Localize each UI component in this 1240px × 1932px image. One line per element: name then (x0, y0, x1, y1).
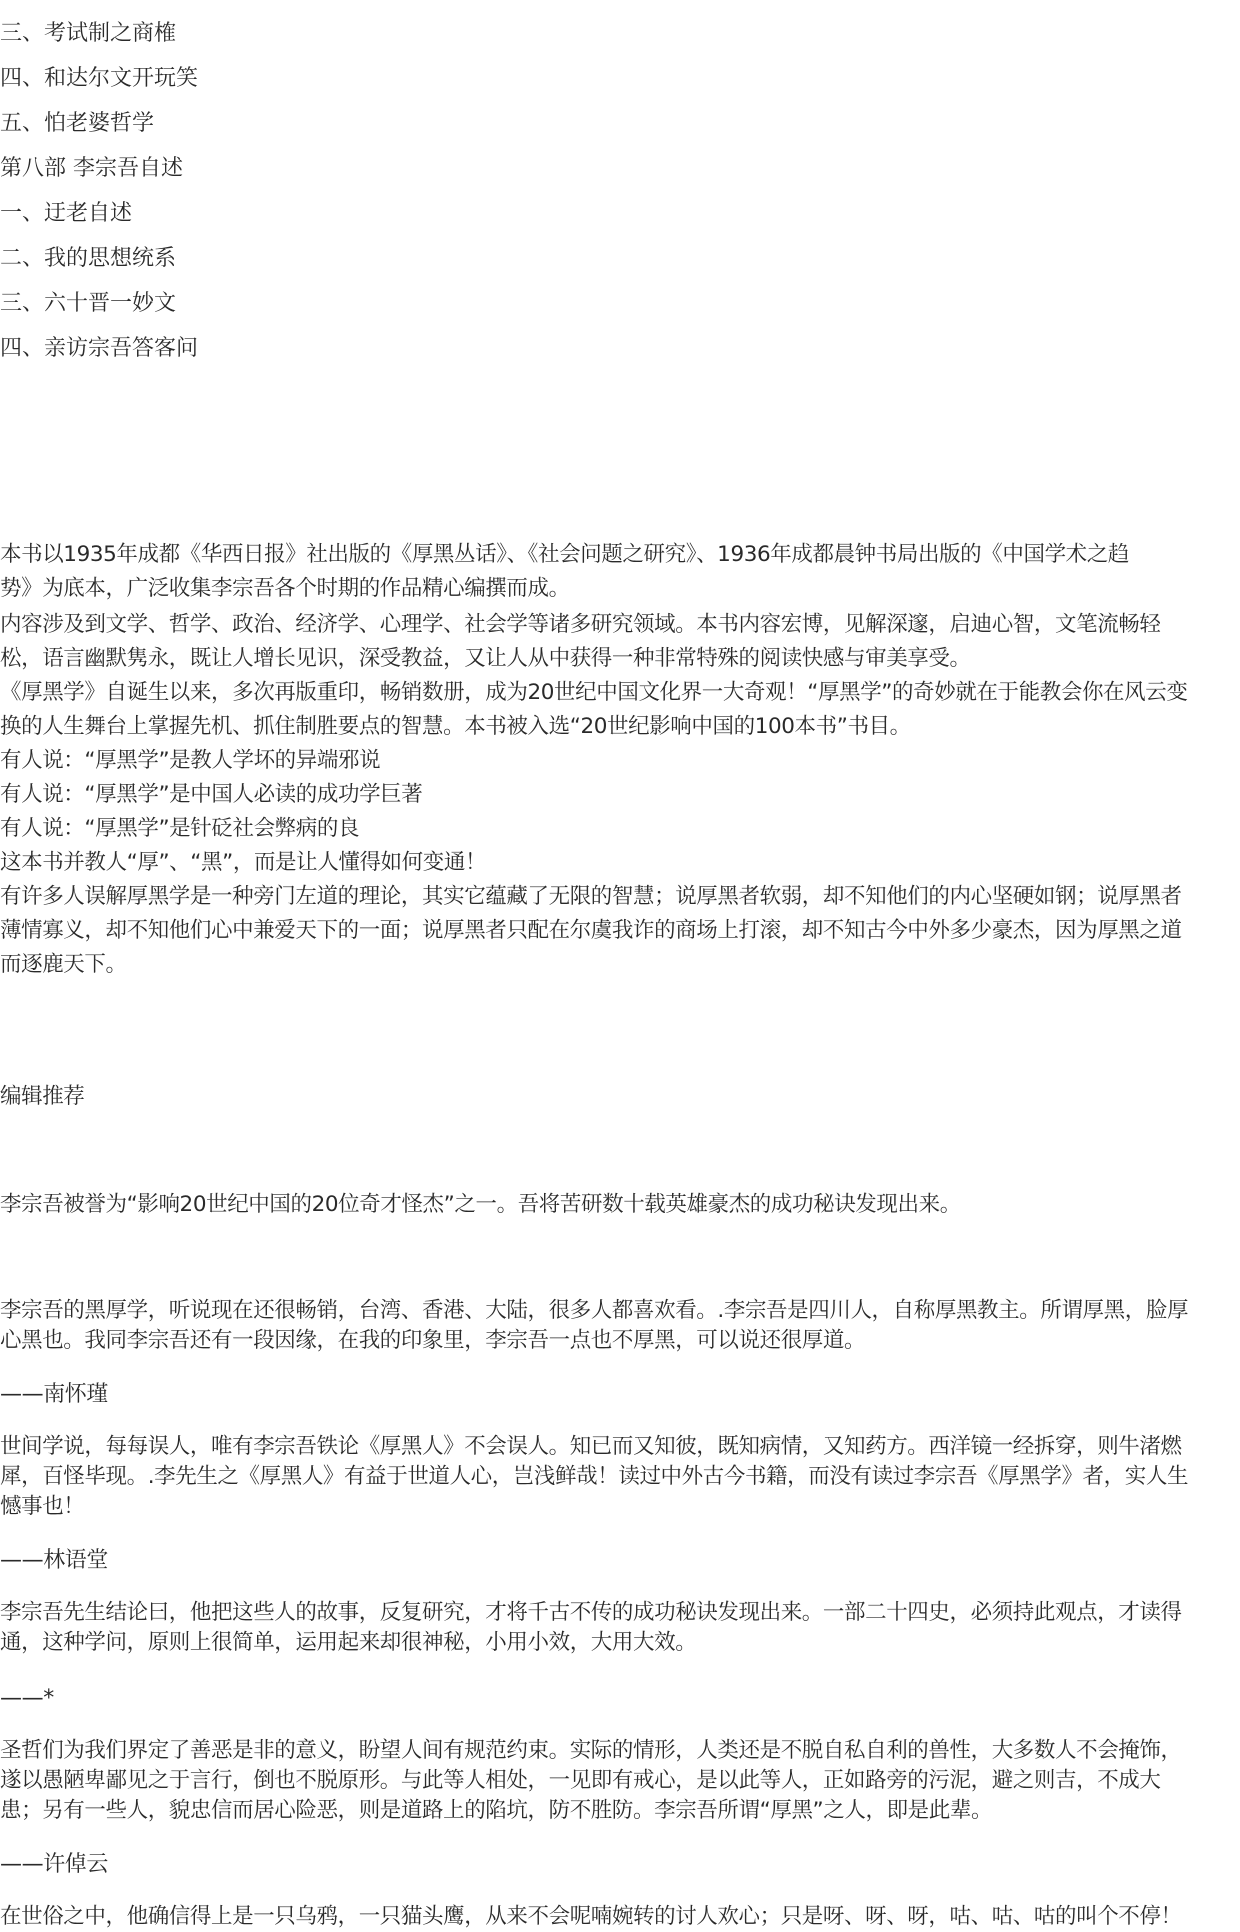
quote-line: 遂以愚陋卑鄙见之于言行，倒也不脱原形。与此等人相处，一见即有戒心，是以此等人，正如路旁的污泥，避之则吉，不成大 (0, 1768, 1161, 1793)
quote-line: 犀，百怪毕现。.李先生之《厚黑人》有益于世道人心，岂浅鲜哉！读过中外古今书籍，而没有读过李宗吾《厚黑学》者，实人生 (0, 1464, 1189, 1489)
intro-line: 势》为底本，广泛收集李宗吾各个时期的作品精心编撰而成。 (0, 576, 570, 601)
intro-line: 松，语言幽默隽永，既让人增长见识，深受教益，又让人从中获得一种非常特殊的阅读快感与审美享受。 (0, 646, 971, 671)
intro-line: 有许多人误解厚黑学是一种旁门左道的理论，其实它蕴藏了无限的智慧；说厚黑者软弱，却不知他们的内心坚硬如钢；说厚黑者 (0, 884, 1182, 909)
toc-item: 五、怕老婆哲学 (0, 111, 155, 136)
quote-line: 心黑也。我同李宗吾还有一段因缘，在我的印象里，李宗吾一点也不厚黑，可以说还很厚道。 (0, 1328, 866, 1353)
toc-item: 一、迂老自述 (0, 201, 133, 226)
intro-line: 《厚黑学》自诞生以来，多次再版重印，畅销数册，成为20世纪中国文化界一大奇观！“厚黑学”的奇妙就在于能教会你在风云变 (0, 680, 1188, 705)
intro-line: 有人说：“厚黑学”是针砭社会弊病的良 (0, 816, 360, 841)
quote-author: ——林语堂 (0, 1548, 109, 1573)
intro-line: 这本书并教人“厚”、“黑”，而是让人懂得如何变通！ (0, 850, 487, 875)
intro-line: 内容涉及到文学、哲学、政治、经济学、心理学、社会学等诸多研究领域。本书内容宏博，见解深邃，启迪心智，文笔流畅轻 (0, 612, 1161, 637)
quote-author: ——* (0, 1686, 54, 1711)
quote-line: 通，这种学问，原则上很简单，运用起来却很神秘，小用小效，大用大效。 (0, 1630, 697, 1655)
intro-line: 换的人生舞台上掌握先机、抓住制胜要点的智慧。本书被入选“20世纪影响中国的100本书”书目。 (0, 714, 911, 739)
quote-line: 李宗吾的黑厚学，听说现在还很畅销，台湾、香港、大陆，很多人都喜欢看。.李宗吾是四川人，自称厚黑教主。所谓厚黑，脸厚 (0, 1298, 1189, 1323)
toc-item: 三、六十晋一妙文 (0, 291, 177, 316)
intro-line: 有人说：“厚黑学”是教人学坏的异端邪说 (0, 748, 381, 773)
quote-line: 圣哲们为我们界定了善恶是非的意义，盼望人间有规范约束。实际的情形，人类还是不脱自私自利的兽性，大多数人不会掩饰， (0, 1738, 1182, 1763)
toc-item: 四、亲访宗吾答客问 (0, 336, 199, 361)
quote-line: 患；另有一些人，貌忠信而居心险恶，则是道路上的陷坑，防不胜防。李宗吾所谓“厚黑”之人，即是此辈。 (0, 1798, 993, 1823)
quote-line: 李宗吾先生结论曰，他把这些人的故事，反复研究，才将千古不传的成功秘诀发现出来。一部二十四史，必须持此观点，才读得 (0, 1600, 1182, 1625)
intro-line: 有人说：“厚黑学”是中国人必读的成功学巨著 (0, 782, 423, 807)
intro-line: 而逐鹿天下。 (0, 952, 127, 977)
quote-line: 憾事也！ (0, 1494, 85, 1519)
toc-item: 二、我的思想统系 (0, 246, 177, 271)
lead-paragraph: 李宗吾被誉为“影响20世纪中国的20位奇才怪杰”之一。吾将苦研数十载英雄豪杰的成功秘诀发现出来。 (0, 1192, 961, 1217)
toc-item: 三、考试制之商榷 (0, 21, 177, 46)
intro-line: 薄情寡义，却不知他们心中兼爱天下的一面；说厚黑者只配在尔虞我诈的商场上打滚，却不知古今中外多少豪杰，因为厚黑之道 (0, 918, 1182, 943)
toc-part-heading: 第八部 李宗吾自述 (0, 156, 183, 181)
quote-author: ——南怀瑾 (0, 1382, 109, 1407)
quote-author: ——许倬云 (0, 1852, 109, 1877)
quote-line: 世间学说，每每误人，唯有李宗吾铁论《厚黑人》不会误人。知已而又知彼，既知病情，又知药方。西洋镜一经拆穿，则牛渚燃 (0, 1434, 1182, 1459)
toc-item: 四、和达尔文开玩笑 (0, 66, 199, 91)
tail-line: 在世俗之中，他确信得上是一只乌鸦，一只猫头鹰，从来不会呢喃婉转的讨人欢心；只是呀、呀、呀，咕、咕、咕的叫个不停！ (0, 1904, 1182, 1929)
section-heading: 编辑推荐 (0, 1084, 85, 1109)
intro-line: 本书以1935年成都《华西日报》社出版的《厚黑丛话》、《社会问题之研究》、1936年成都晨钟书局出版的《中国学术之趋 (0, 542, 1129, 567)
